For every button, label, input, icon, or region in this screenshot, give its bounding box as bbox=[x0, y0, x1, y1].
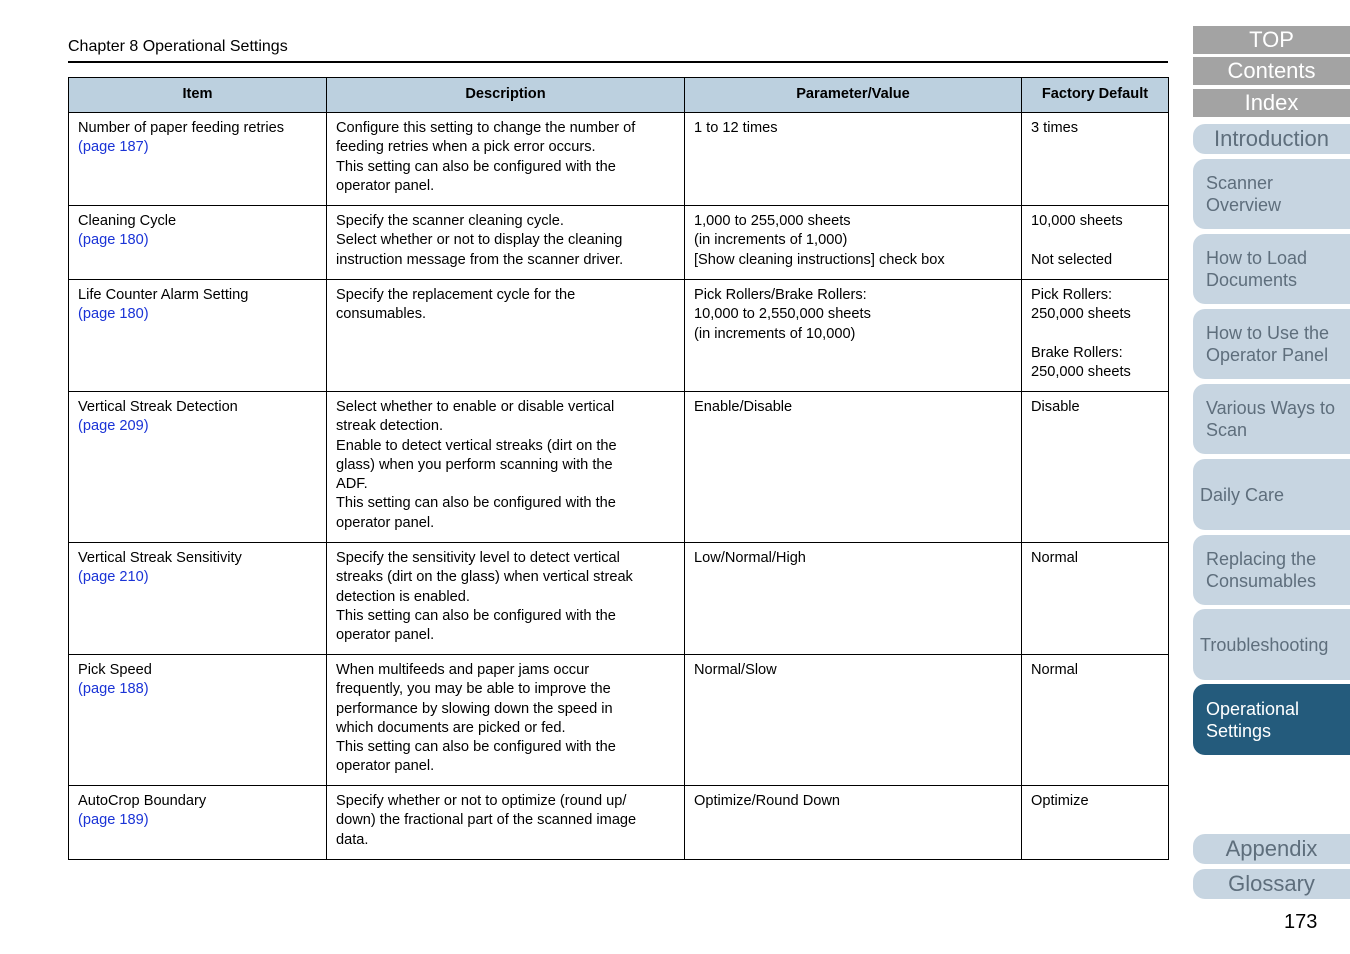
item-name: Cleaning Cycle bbox=[78, 213, 177, 229]
nav-contents-label: Contents bbox=[1193, 57, 1350, 85]
default-cell bbox=[1022, 543, 1169, 655]
description-cell bbox=[327, 786, 685, 860]
nav-tab-various-ways-to-scan[interactable] bbox=[1193, 384, 1350, 454]
page-reference-link[interactable]: (page 210) bbox=[78, 569, 149, 586]
description-line: instruction message from the scanner driver. bbox=[336, 251, 624, 268]
nav-tab-label-line: Operator Panel bbox=[1206, 345, 1329, 365]
nav-tab-label bbox=[1193, 384, 1350, 454]
page-reference-link[interactable]: (page 180) bbox=[78, 232, 149, 249]
nav-tab-label bbox=[1193, 535, 1350, 605]
parameter-cell bbox=[685, 206, 1022, 280]
nav-tab-troubleshooting[interactable] bbox=[1193, 609, 1350, 680]
item-cell bbox=[69, 655, 327, 786]
description-line: operator panel. bbox=[336, 627, 435, 644]
blank-line bbox=[1031, 325, 1159, 344]
page-reference-link[interactable]: (page 188) bbox=[78, 681, 149, 698]
description-line: Enable to detect vertical streaks (dirt on the bbox=[336, 437, 617, 454]
nav-tab-label-line: Overview bbox=[1206, 195, 1282, 215]
description-line: glass) when you perform scanning with the bbox=[336, 456, 613, 473]
item-cell bbox=[69, 113, 327, 206]
nav-appendix-label: Appendix bbox=[1193, 834, 1350, 864]
description-cell bbox=[327, 655, 685, 786]
parameter-line: Optimize/Round Down bbox=[694, 793, 841, 809]
nav-tab-label bbox=[1193, 459, 1350, 530]
parameter-line: Enable/Disable bbox=[694, 399, 793, 415]
description-line: Select whether to enable or disable vertical bbox=[336, 399, 615, 415]
table-row bbox=[69, 206, 1169, 280]
nav-tab-label bbox=[1193, 234, 1350, 304]
nav-tab-label bbox=[1193, 684, 1350, 755]
table-row bbox=[69, 280, 1169, 392]
description-line: streaks (dirt on the glass) when vertical streak bbox=[336, 569, 633, 586]
nav-tab-label-line: Daily Care bbox=[1200, 484, 1285, 505]
description-cell bbox=[327, 113, 685, 206]
table-header-row bbox=[69, 78, 1169, 113]
item-name: AutoCrop Boundary bbox=[78, 793, 207, 809]
description-line: Specify the replacement cycle for the bbox=[336, 287, 576, 303]
default-line: Pick Rollers: bbox=[1031, 287, 1113, 303]
page-reference-link[interactable]: (page 187) bbox=[78, 139, 149, 156]
description-line: data. bbox=[336, 831, 369, 848]
default-line: Disable bbox=[1031, 399, 1080, 415]
description-line: When multifeeds and paper jams occur bbox=[336, 662, 590, 678]
table-row bbox=[69, 655, 1169, 786]
page-number: 173 bbox=[1284, 911, 1318, 933]
parameter-line: [Show cleaning instructions] check box bbox=[694, 251, 945, 268]
description-line: frequently, you may be able to improve the bbox=[336, 681, 611, 698]
description-line: Specify the sensitivity level to detect vertical bbox=[336, 550, 620, 566]
description-line: Configure this setting to change the number of bbox=[336, 120, 636, 136]
parameter-line: 1,000 to 255,000 sheets bbox=[694, 213, 851, 229]
nav-tab-label-line: Replacing the bbox=[1206, 549, 1317, 569]
nav-tab-operational-settings[interactable] bbox=[1193, 684, 1350, 755]
nav-tab-label bbox=[1193, 159, 1350, 229]
default-line: 250,000 sheets bbox=[1031, 364, 1131, 381]
parameter-line: 10,000 to 2,550,000 sheets bbox=[694, 306, 871, 323]
nav-tab-label bbox=[1193, 609, 1350, 680]
description-line: Specify the scanner cleaning cycle. bbox=[336, 213, 564, 229]
nav-tab-label-line: Scan bbox=[1206, 420, 1248, 440]
default-line: Not selected bbox=[1031, 251, 1113, 268]
parameter-line: Normal/Slow bbox=[694, 662, 777, 678]
nav-tab-label bbox=[1193, 124, 1350, 154]
description-line: ADF. bbox=[336, 476, 368, 493]
description-cell bbox=[327, 206, 685, 280]
nav-tab-introduction[interactable] bbox=[1193, 124, 1350, 154]
item-cell bbox=[69, 206, 327, 280]
description-line: This setting can also be configured with the bbox=[336, 495, 616, 512]
description-line: Select whether or not to display the cleaning bbox=[336, 232, 623, 249]
description-line: This setting can also be configured with the bbox=[336, 158, 616, 175]
settings-table bbox=[68, 77, 1169, 860]
default-line: Normal bbox=[1031, 662, 1079, 678]
nav-contents-button[interactable] bbox=[1193, 57, 1350, 85]
description-line: operator panel. bbox=[336, 758, 435, 775]
parameter-cell bbox=[685, 655, 1022, 786]
item-cell bbox=[69, 786, 327, 860]
default-line: Brake Rollers: bbox=[1031, 344, 1123, 361]
description-line: streak detection. bbox=[336, 418, 444, 435]
nav-glossary-label: Glossary bbox=[1193, 869, 1350, 899]
nav-appendix-tab[interactable] bbox=[1193, 834, 1350, 864]
nav-tab-label-line: How to Load bbox=[1206, 248, 1308, 268]
description-line: which documents are picked or fed. bbox=[336, 719, 566, 736]
page-reference-link[interactable]: (page 189) bbox=[78, 812, 149, 829]
column-header-description: Description bbox=[327, 78, 685, 113]
default-cell bbox=[1022, 280, 1169, 392]
default-cell bbox=[1022, 786, 1169, 860]
description-line: feeding retries when a pick error occurs. bbox=[336, 139, 596, 156]
nav-glossary-tab[interactable] bbox=[1193, 869, 1350, 899]
default-line: 3 times bbox=[1031, 120, 1079, 136]
default-line: 250,000 sheets bbox=[1031, 306, 1131, 323]
nav-top-label: TOP bbox=[1193, 26, 1350, 54]
description-line: This setting can also be configured with the bbox=[336, 739, 616, 756]
nav-tab-daily-care[interactable] bbox=[1193, 459, 1350, 530]
nav-index-button[interactable] bbox=[1193, 89, 1350, 117]
nav-tab-label-line: Introduction bbox=[1214, 126, 1329, 151]
default-line: Normal bbox=[1031, 550, 1079, 566]
nav-tab-label-line: Documents bbox=[1206, 270, 1298, 290]
nav-tab-label-line: Troubleshooting bbox=[1200, 634, 1329, 655]
nav-tab-how-to-use-operator-panel[interactable] bbox=[1193, 309, 1350, 379]
table-row bbox=[69, 786, 1169, 860]
nav-tab-label-line: Operational bbox=[1206, 698, 1300, 719]
nav-tab-label-line: Various Ways to bbox=[1206, 398, 1336, 418]
nav-tab-replacing-consumables[interactable] bbox=[1193, 535, 1350, 605]
item-cell bbox=[69, 280, 327, 392]
item-name: Pick Speed bbox=[78, 662, 152, 678]
nav-tab-label-line: How to Use the bbox=[1206, 323, 1330, 343]
nav-top-button[interactable] bbox=[1193, 26, 1350, 54]
parameter-cell bbox=[685, 392, 1022, 543]
table-row bbox=[69, 543, 1169, 655]
nav-index-label: Index bbox=[1193, 89, 1350, 117]
nav-tab-scanner-overview[interactable] bbox=[1193, 159, 1350, 229]
parameter-cell bbox=[685, 113, 1022, 206]
description-line: performance by slowing down the speed in bbox=[336, 700, 613, 717]
column-header-default: Factory Default bbox=[1022, 78, 1169, 113]
chapter-title: Chapter 8 Operational Settings bbox=[68, 38, 288, 55]
item-name: Number of paper feeding retries bbox=[78, 120, 285, 136]
page-reference-link[interactable]: (page 180) bbox=[78, 306, 149, 323]
blank-line bbox=[1031, 231, 1159, 250]
description-cell bbox=[327, 543, 685, 655]
description-line: operator panel. bbox=[336, 177, 435, 194]
description-line: detection is enabled. bbox=[336, 588, 470, 605]
parameter-line: Pick Rollers/Brake Rollers: bbox=[694, 287, 867, 303]
page-reference-link[interactable]: (page 209) bbox=[78, 418, 149, 435]
description-line: consumables. bbox=[336, 306, 427, 323]
nav-tab-label-line: Scanner bbox=[1206, 173, 1274, 193]
item-name: Vertical Streak Detection bbox=[78, 399, 238, 415]
item-name: Vertical Streak Sensitivity bbox=[78, 550, 242, 566]
table-row bbox=[69, 392, 1169, 543]
default-cell bbox=[1022, 113, 1169, 206]
description-cell bbox=[327, 392, 685, 543]
default-cell bbox=[1022, 206, 1169, 280]
nav-tab-label-line: Consumables bbox=[1206, 571, 1317, 591]
parameter-line: Low/Normal/High bbox=[694, 550, 806, 566]
nav-tab-how-to-load-documents[interactable] bbox=[1193, 234, 1350, 304]
parameter-cell bbox=[685, 786, 1022, 860]
header-rule bbox=[68, 61, 1168, 63]
description-line: Specify whether or not to optimize (round up/ bbox=[336, 793, 627, 809]
parameter-line: 1 to 12 times bbox=[694, 120, 778, 136]
item-name: Life Counter Alarm Setting bbox=[78, 287, 249, 303]
description-line: down) the fractional part of the scanned image bbox=[336, 812, 637, 829]
parameter-cell bbox=[685, 280, 1022, 392]
default-cell bbox=[1022, 392, 1169, 543]
description-line: This setting can also be configured with the bbox=[336, 607, 616, 624]
nav-tab-label-line: Settings bbox=[1206, 720, 1272, 741]
default-line: Optimize bbox=[1031, 793, 1089, 809]
item-cell bbox=[69, 543, 327, 655]
column-header-parameter: Parameter/Value bbox=[685, 78, 1022, 113]
nav-tab-label bbox=[1193, 309, 1350, 379]
table-row bbox=[69, 113, 1169, 206]
description-cell bbox=[327, 280, 685, 392]
item-cell bbox=[69, 392, 327, 543]
column-header-item: Item bbox=[69, 78, 327, 113]
default-line: 10,000 sheets bbox=[1031, 213, 1123, 229]
default-cell bbox=[1022, 655, 1169, 786]
parameter-cell bbox=[685, 543, 1022, 655]
description-line: operator panel. bbox=[336, 514, 435, 531]
parameter-line: (in increments of 1,000) bbox=[694, 232, 848, 249]
parameter-line: (in increments of 10,000) bbox=[694, 325, 856, 342]
